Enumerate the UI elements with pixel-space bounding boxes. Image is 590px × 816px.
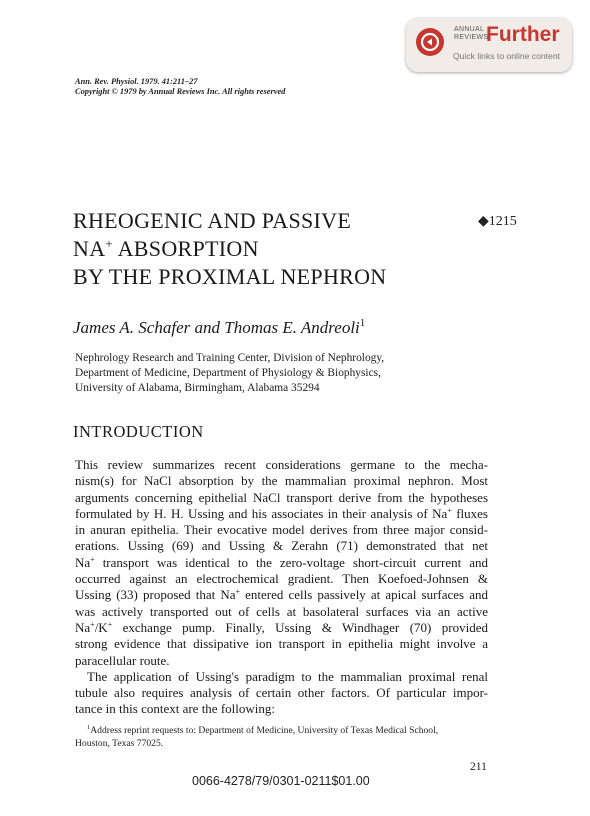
- page-number: 211: [470, 761, 487, 773]
- further-badge[interactable]: [406, 18, 572, 72]
- affiliation: Nephrology Research and Training Center, Division of Nephrology, Department of Medicine, Department of Physiology & Biophysics, University of Alabama, Birmingham, Alabama 35294: [75, 352, 385, 394]
- author-line: James A. Schafer and Thomas E. Andreoli$^1$: [73, 317, 366, 337]
- body-paragraph: This review summarizes recent considerations germane to the mecha- nism(s) for NaCl absorption by the mammalian proximal nephron. Most arguments concerning epithelial NaCl transport derive from the hypotheses formulated by H. H. Ussing and his associates in their analysis of Na+ fluxes in anuran epithelia. Their evocative model derives from three major consid- erations. Ussing (69) and Ussing & Zerahn (71) demonstrated that net Na+ transport was identical to the zero-voltage short-circuit current and occurred against an electrochemical gradient. Then Koefoed-Johnsen & Ussing (33) proposed that Na+ entered cells passively at apical surfaces and was actively transported out of cells at basolateral surfaces via an active Na+/K+ exchange pump. Finally, Ussing & Windhager (70) provided strong evidence that dissipative ion transport in epithelia might involve a paracellular route. The application of Ussing's paradigm to the mammalian proximal renal tubule also requires analysis of certain other factors. Of particular impor- tance in this context are the following:: [75, 457, 488, 717]
- badge-tagline: Quick links to online content: [453, 51, 561, 61]
- footnote: $^1$Address reprint requests to: Department of Medicine, University of Texas Medical School, Houston, Texas 77025.: [75, 724, 439, 749]
- badge-annual-reviews: ANNUAL REVIEWS: [454, 26, 489, 41]
- journal-citation: Ann. Rev. Physiol. 1979. 41:211–27 Copyright © 1979 by Annual Reviews Inc. All rights reserved: [75, 77, 286, 96]
- article-number: ◆1215: [478, 214, 517, 229]
- play-icon: [416, 28, 444, 56]
- article-title: RHEOGENIC AND PASSIVE NA+ ABSORPTION BY THE PROXIMAL NEPHRON: [73, 208, 387, 289]
- badge-further-label: Further: [486, 23, 560, 46]
- document-code: 0066-4278/79/0301-0211$01.00: [192, 774, 370, 788]
- section-heading: INTRODUCTION: [73, 422, 204, 441]
